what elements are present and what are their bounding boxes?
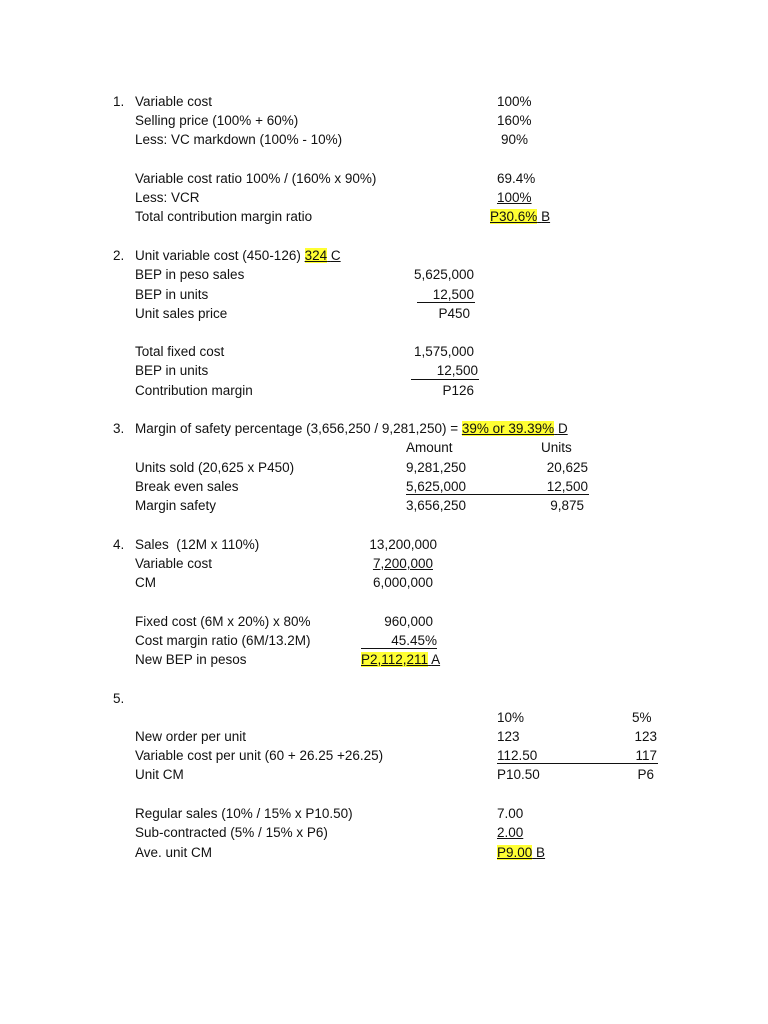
- s2-answer-value: 324: [304, 248, 328, 263]
- s4-value-sales: 13,200,000: [369, 537, 437, 552]
- s2-value-total-fixed-cost: 1,575,000: [413, 344, 474, 359]
- s2-label-bep-units-2: BEP in units: [135, 363, 209, 378]
- s4-answer-letter: A: [431, 652, 441, 667]
- s3-units-units-sold: 20,625: [546, 460, 588, 475]
- s4-label-variable-cost: Variable cost: [135, 556, 213, 571]
- s4-value-cm: 6,000,000: [372, 575, 433, 590]
- item-number-5: 5.: [113, 691, 125, 706]
- s5-c2-new-order: 123: [634, 729, 657, 744]
- s2-value-bep-peso: 5,625,000: [413, 267, 474, 282]
- s1-answer-value: P30.6%: [490, 209, 538, 224]
- s1-value-less-vcr: 100%: [497, 190, 532, 205]
- s2-answer-letter: C: [330, 248, 341, 263]
- s3-answer: [462, 421, 568, 436]
- s5-c1-new-order: 123: [497, 729, 520, 744]
- s3-col-amount: Amount: [406, 440, 453, 455]
- s3-heading: [135, 420, 568, 438]
- s2-value-bep-units-1: 12,500: [432, 287, 474, 302]
- s5-label-sub-contracted: Sub-contracted (5% / 15% x P6): [135, 825, 328, 840]
- s2-label-bep-peso: BEP in peso sales: [135, 267, 245, 282]
- s1-value-variable-cost: 100%: [497, 94, 532, 109]
- s2-underline-2: [411, 379, 479, 380]
- s5-label-regular-sales: Regular sales (10% / 15% x P10.50): [135, 806, 353, 821]
- s4-value-cost-margin-ratio: 45.45%: [391, 633, 437, 648]
- item-number-2: 2.: [113, 248, 125, 263]
- s3-amount-units-sold: 9,281,250: [406, 460, 467, 475]
- s3-label-margin-safety: Margin safety: [135, 498, 217, 513]
- s1-value-selling-price: 160%: [497, 113, 532, 128]
- s3-amount-margin-safety: 3,656,250: [406, 498, 467, 513]
- s5-c2-variable-cost: 117: [635, 748, 657, 763]
- s1-label-less-vcr: Less: VCR: [135, 190, 200, 205]
- s5-c1-regular-sales: 7.00: [497, 806, 524, 821]
- s4-answer-value: P2,112,211: [361, 652, 429, 667]
- s2-underline-1: [417, 302, 475, 303]
- s2-value-bep-units-2: 12,500: [436, 363, 478, 378]
- s3-answer-value: 39% or 39.39%: [461, 421, 555, 436]
- s1-label-total-cm-ratio: Total contribution margin ratio: [135, 209, 313, 224]
- s3-amount-break-even-sales: 5,625,000: [406, 479, 467, 494]
- s4-value-fixed-cost: 960,000: [384, 614, 433, 629]
- s2-heading: [135, 247, 341, 265]
- s3-units-margin-safety: 9,875: [550, 498, 584, 513]
- s2-label-contribution-margin: Contribution margin: [135, 383, 253, 398]
- s5-answer: [497, 844, 545, 862]
- s5-c1-unit-cm: P10.50: [497, 767, 540, 782]
- s5-c2-unit-cm: P6: [637, 767, 654, 782]
- s3-label-units-sold: Units sold (20,625 x P450): [135, 460, 295, 475]
- s5-label-new-order: New order per unit: [135, 729, 247, 744]
- s5-answer-value: P9.00: [497, 845, 533, 860]
- s5-c1-variable-cost: 112.50: [497, 748, 538, 763]
- s4-label-cost-margin-ratio: Cost margin ratio (6M/13.2M): [135, 633, 311, 648]
- s2-value-contribution-margin: P126: [442, 383, 474, 398]
- s3-heading-text: Margin of safety percentage (3,656,250 / 9,281,250) =: [135, 421, 459, 436]
- s4-label-sales: Sales (12M x 110%): [135, 537, 260, 552]
- s4-label-new-bep: New BEP in pesos: [135, 652, 247, 667]
- s1-label-variable-cost: Variable cost: [135, 94, 213, 109]
- s5-answer-letter: B: [536, 845, 546, 860]
- s5-underline: [497, 763, 658, 764]
- item-number-4: 4.: [113, 537, 125, 552]
- item-number-3: 3.: [113, 421, 125, 436]
- s2-heading-text: Unit variable cost (450-126): [135, 248, 301, 263]
- s5-label-unit-cm: Unit CM: [135, 767, 184, 782]
- s2-value-unit-sales-price: P450: [438, 306, 470, 321]
- s3-label-break-even-sales: Break even sales: [135, 479, 239, 494]
- s1-answer-letter: B: [541, 209, 551, 224]
- s2-label-total-fixed-cost: Total fixed cost: [135, 344, 225, 359]
- s5-label-ave-unit-cm: Ave. unit CM: [135, 845, 213, 860]
- s4-label-fixed-cost: Fixed cost (6M x 20%) x 80%: [135, 614, 311, 629]
- s1-answer: [490, 208, 550, 226]
- s3-col-units: Units: [541, 440, 572, 455]
- s3-units-break-even-sales: 12,500: [546, 479, 588, 494]
- s3-answer-letter: D: [557, 421, 568, 436]
- s1-label-vc-markdown: Less: VC markdown (100% - 10%): [135, 132, 343, 147]
- item-number-1: 1.: [113, 94, 125, 109]
- s4-value-variable-cost: 7,200,000: [372, 556, 433, 571]
- s1-label-selling-price: Selling price (100% + 60%): [135, 113, 299, 128]
- s2-label-unit-sales-price: Unit sales price: [135, 306, 228, 321]
- s1-value-vc-markdown: 90%: [501, 132, 529, 147]
- s3-underline: [406, 494, 589, 495]
- s5-col-10pct: 10%: [497, 710, 525, 725]
- s2-label-bep-units-1: BEP in units: [135, 287, 209, 302]
- s5-c1-sub-contracted: 2.00: [497, 825, 524, 840]
- s4-underline: [361, 648, 437, 649]
- s2-answer: [305, 248, 341, 263]
- s4-label-cm: CM: [135, 575, 156, 590]
- s1-value-vc-ratio: 69.4%: [497, 171, 536, 186]
- s5-label-variable-cost: Variable cost per unit (60 + 26.25 +26.25): [135, 748, 384, 763]
- s4-answer: [361, 651, 440, 669]
- s1-label-vc-ratio: Variable cost ratio 100% / (160% x 90%): [135, 171, 377, 186]
- s5-col-5pct: 5%: [632, 710, 652, 725]
